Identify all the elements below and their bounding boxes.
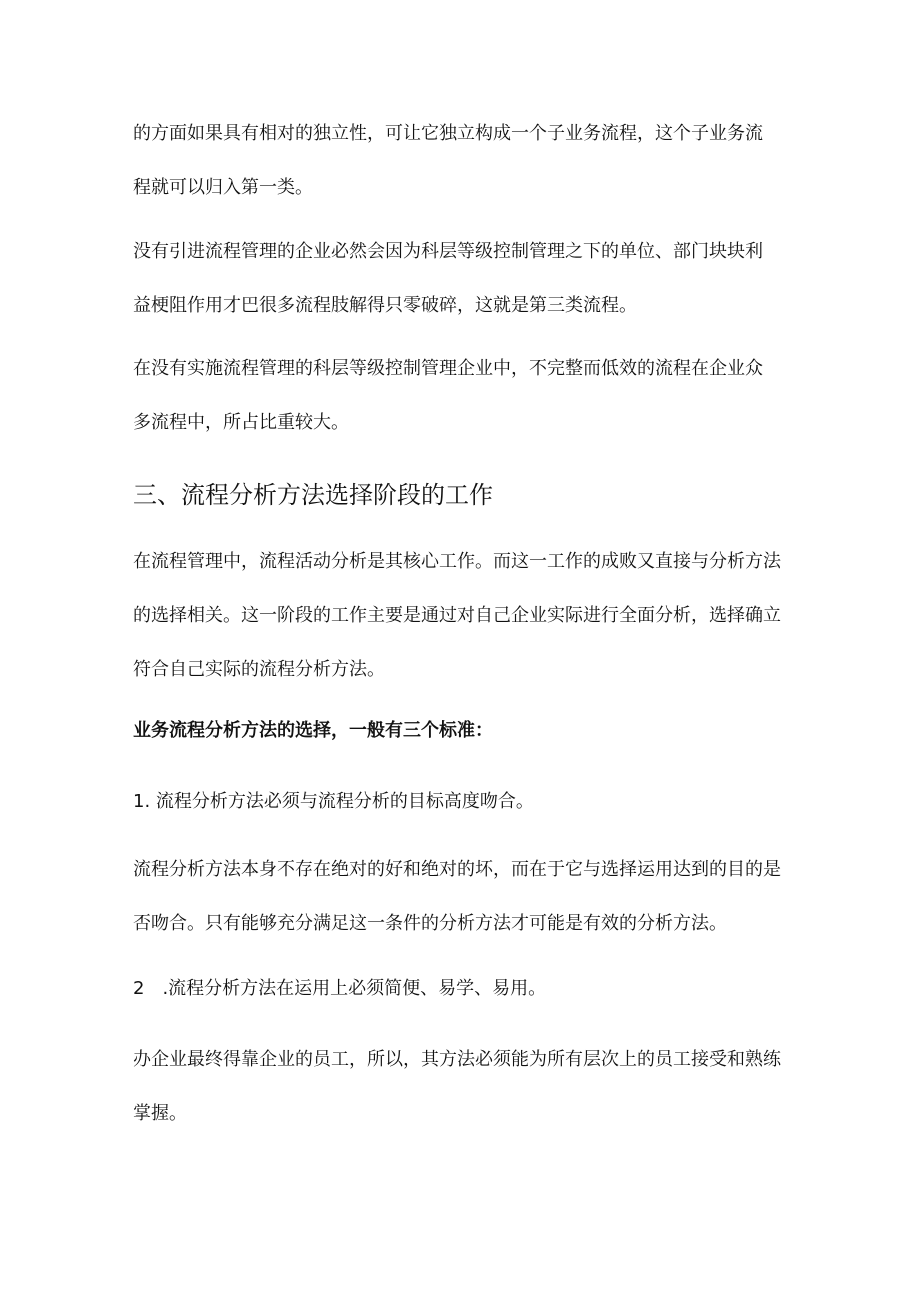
paragraph-line: 益梗阻作用才巴很多流程肢解得只零破碎，这就是第三类流程。 [133, 295, 637, 316]
paragraph-1 [133, 107, 793, 215]
paragraph-line: 否吻合。只有能够充分满足这一条件的分析方法才可能是有效的分析方法。 [133, 913, 727, 934]
paragraph-2 [133, 225, 793, 333]
paragraph-line: 流程分析方法本身不存在绝对的好和绝对的坏，而在于它与选择运用达到的目的是 [133, 859, 781, 880]
paragraph-line: 符合自己实际的流程分析方法。 [133, 659, 385, 680]
paragraph-8-item-2 [133, 962, 793, 1016]
paragraph-line: 办企业最终得靠企业的员工，所以，其方法必须能为所有层次上的员工接受和熟练 [133, 1049, 781, 1070]
paragraph-line: 在没有实施流程管理的科层等级控制管理企业中，不完整而低效的流程在企业众 [133, 358, 763, 379]
paragraph-line: 2 .流程分析方法在运用上必须简便、易学、易用。 [133, 978, 547, 999]
paragraph-line: 的选择相关。这一阶段的工作主要是通过对自己企业实际进行全面分析，选择确立 [133, 605, 781, 626]
paragraph-6-item-1 [133, 775, 793, 829]
paragraph-4 [133, 535, 793, 697]
paragraph-line: 业务流程分析方法的选择，一般有三个标准： [133, 720, 493, 741]
paragraph-line: 掌握。 [133, 1103, 187, 1124]
paragraph-line: 在流程管理中，流程活动分析是其核心工作。而这一工作的成败又直接与分析方法 [133, 551, 781, 572]
paragraph-line: 程就可以归入第一类。 [133, 177, 313, 198]
paragraph-9 [133, 1033, 793, 1141]
paragraph-7 [133, 843, 793, 951]
paragraph-3 [133, 342, 793, 450]
paragraph-line: 没有引进流程管理的企业必然会因为科层等级控制管理之下的单位、部门块块利 [133, 241, 763, 262]
paragraph-line: 的方面如果具有相对的独立性，可让它独立构成一个子业务流程，这个子业务流 [133, 123, 763, 144]
paragraph-line: 1. 流程分析方法必须与流程分析的目标高度吻合。 [133, 791, 534, 812]
paragraph-line: 多流程中，所占比重较大。 [133, 412, 349, 433]
section-heading: 三、流程分析方法选择阶段的工作 [133, 481, 493, 509]
paragraph-5-criteria [133, 704, 793, 758]
